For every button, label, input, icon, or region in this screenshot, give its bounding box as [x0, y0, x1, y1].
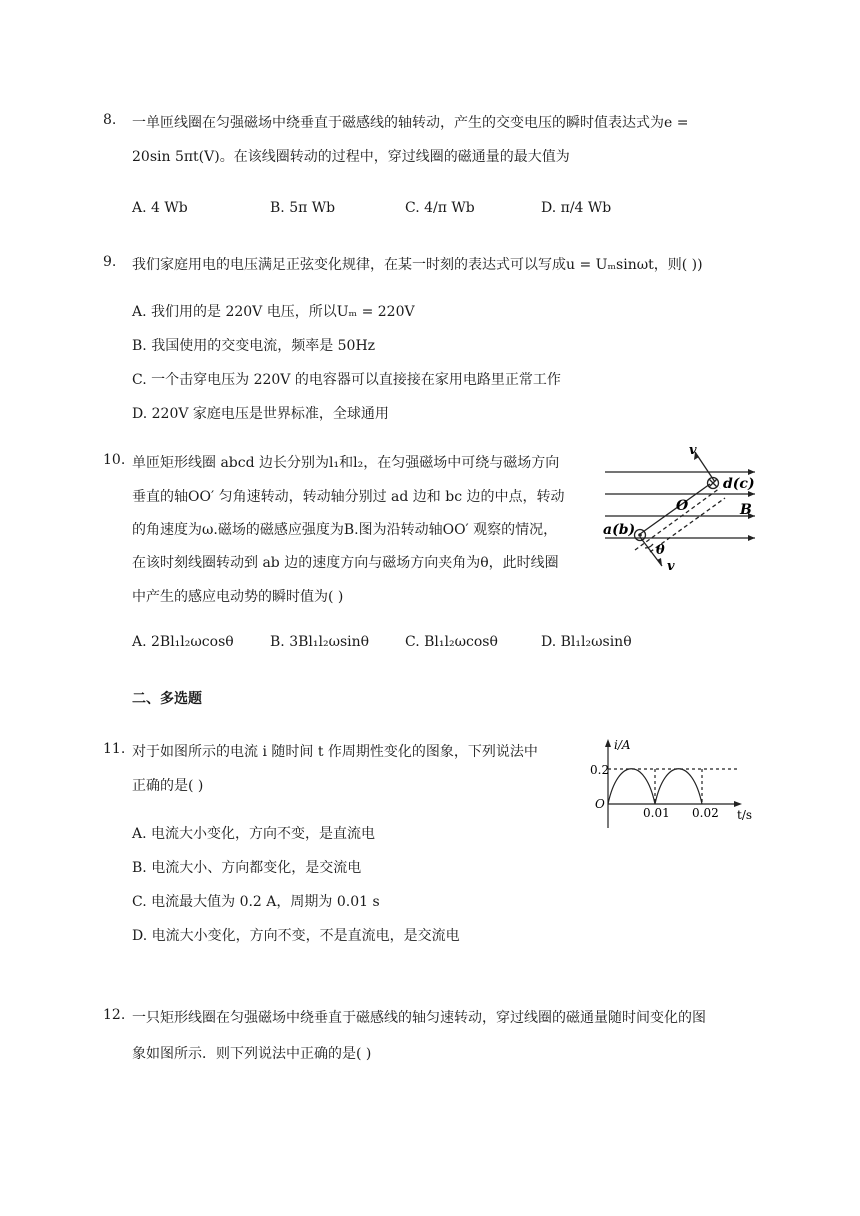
q12-stem-line2: 象如图所示．则下列说法中正确的是( ) [132, 1046, 372, 1062]
q11-graph-xtick1: 0.01 [643, 806, 670, 820]
q8-stem-line1: 一单匝线圈在匀强磁场中绕垂直于磁感线的轴转动，产生的交变电压的瞬时值表达式为e = [132, 115, 689, 131]
q10-fig-o: O [676, 498, 689, 514]
q12-stem-line1: 一只矩形线圈在匀强磁场中绕垂直于磁感线的轴匀速转动，穿过线圈的磁通量随时间变化的图 [132, 1010, 706, 1026]
q10-fig-dc: d(c) [723, 476, 755, 492]
section-multiple-choice-heading: 二、多选题 [132, 691, 202, 707]
q10-number: 10. [103, 452, 126, 468]
q10-fig-theta: θ [656, 543, 665, 558]
q11-current-graph [590, 735, 760, 830]
q10-fig-v-top: v [689, 443, 697, 458]
q11-graph-ylabel: i/A [614, 738, 631, 752]
q9-option-d: D. 220V 家庭电压是世界标准，全球通用 [132, 406, 389, 422]
q11-stem-line2: 正确的是( ) [132, 778, 204, 794]
q11-number: 11. [103, 741, 126, 757]
q10-stem-line5: 中产生的感应电动势的瞬时值为( ) [132, 589, 344, 605]
q9-option-c: C. 一个击穿电压为 220V 的电容器可以直接接在家用电路里正常工作 [132, 372, 561, 388]
q10-fig-ab: a(b) [603, 522, 636, 538]
q8-stem-line2: 20sin 5πt(V)。在该线圈转动的过程中，穿过线圈的磁通量的最大值为 [132, 149, 570, 165]
q12-number: 12. [103, 1007, 126, 1023]
q10-stem-line4: 在该时刻线圈转动到 ab 边的速度方向与磁场方向夹角为θ，此时线圈 [132, 555, 559, 571]
q10-stem-line3: 的角速度为ω.磁场的磁感应强度为B.图为沿转动轴OO′ 观察的情况， [132, 522, 558, 538]
q11-graph-xtick2: 0.02 [692, 806, 719, 820]
q8-option-d: D. π/4 Wb [541, 200, 612, 216]
q10-option-c: C. Bl₁l₂ωcosθ [405, 634, 498, 650]
q8-number: 8. [103, 112, 117, 128]
q9-number: 9. [103, 254, 117, 270]
q10-option-b: B. 3Bl₁l₂ωsinθ [270, 634, 370, 650]
q11-option-c: C. 电流最大值为 0.2 A，周期为 0.01 s [132, 894, 380, 910]
q11-graph-origin: O [595, 797, 605, 811]
q10-coil-figure [600, 442, 760, 574]
q10-stem-line1: 单匝矩形线圈 abcd 边长分别为l₁和l₂，在匀强磁场中可绕与磁场方向 [132, 455, 560, 471]
q10-option-a: A. 2Bl₁l₂ωcosθ [132, 634, 234, 650]
q9-option-a: A. 我们用的是 220V 电压，所以Uₘ = 220V [132, 304, 415, 320]
q8-option-c: C. 4/π Wb [405, 200, 475, 216]
q9-option-b: B. 我国使用的交变电流，频率是 50Hz [132, 338, 376, 354]
q9-stem: 我们家庭用电的电压满足正弦变化规律，在某一时刻的表达式可以写成u = Uₘsinωt，则( )) [132, 257, 703, 273]
q10-option-d: D. Bl₁l₂ωsinθ [541, 634, 632, 650]
q11-graph-ytick: 0.2 [590, 763, 610, 777]
q8-option-b: B. 5π Wb [270, 200, 336, 216]
q8-option-a: A. 4 Wb [132, 200, 188, 216]
q11-graph-xlabel: t/s [737, 808, 753, 822]
q10-stem-line2: 垂直的轴OO′ 匀角速转动，转动轴分别过 ad 边和 bc 边的中点，转动 [132, 489, 565, 505]
q11-option-d: D. 电流大小变化，方向不变，不是直流电，是交流电 [132, 928, 460, 944]
q11-stem-line1: 对于如图所示的电流 i 随时间 t 作周期性变化的图象，下列说法中 [132, 744, 538, 760]
q11-option-a: A. 电流大小变化，方向不变，是直流电 [132, 826, 376, 842]
q10-fig-b: B [740, 502, 752, 518]
q11-option-b: B. 电流大小、方向都变化，是交流电 [132, 860, 362, 876]
q10-fig-v-bottom: v [667, 559, 675, 574]
